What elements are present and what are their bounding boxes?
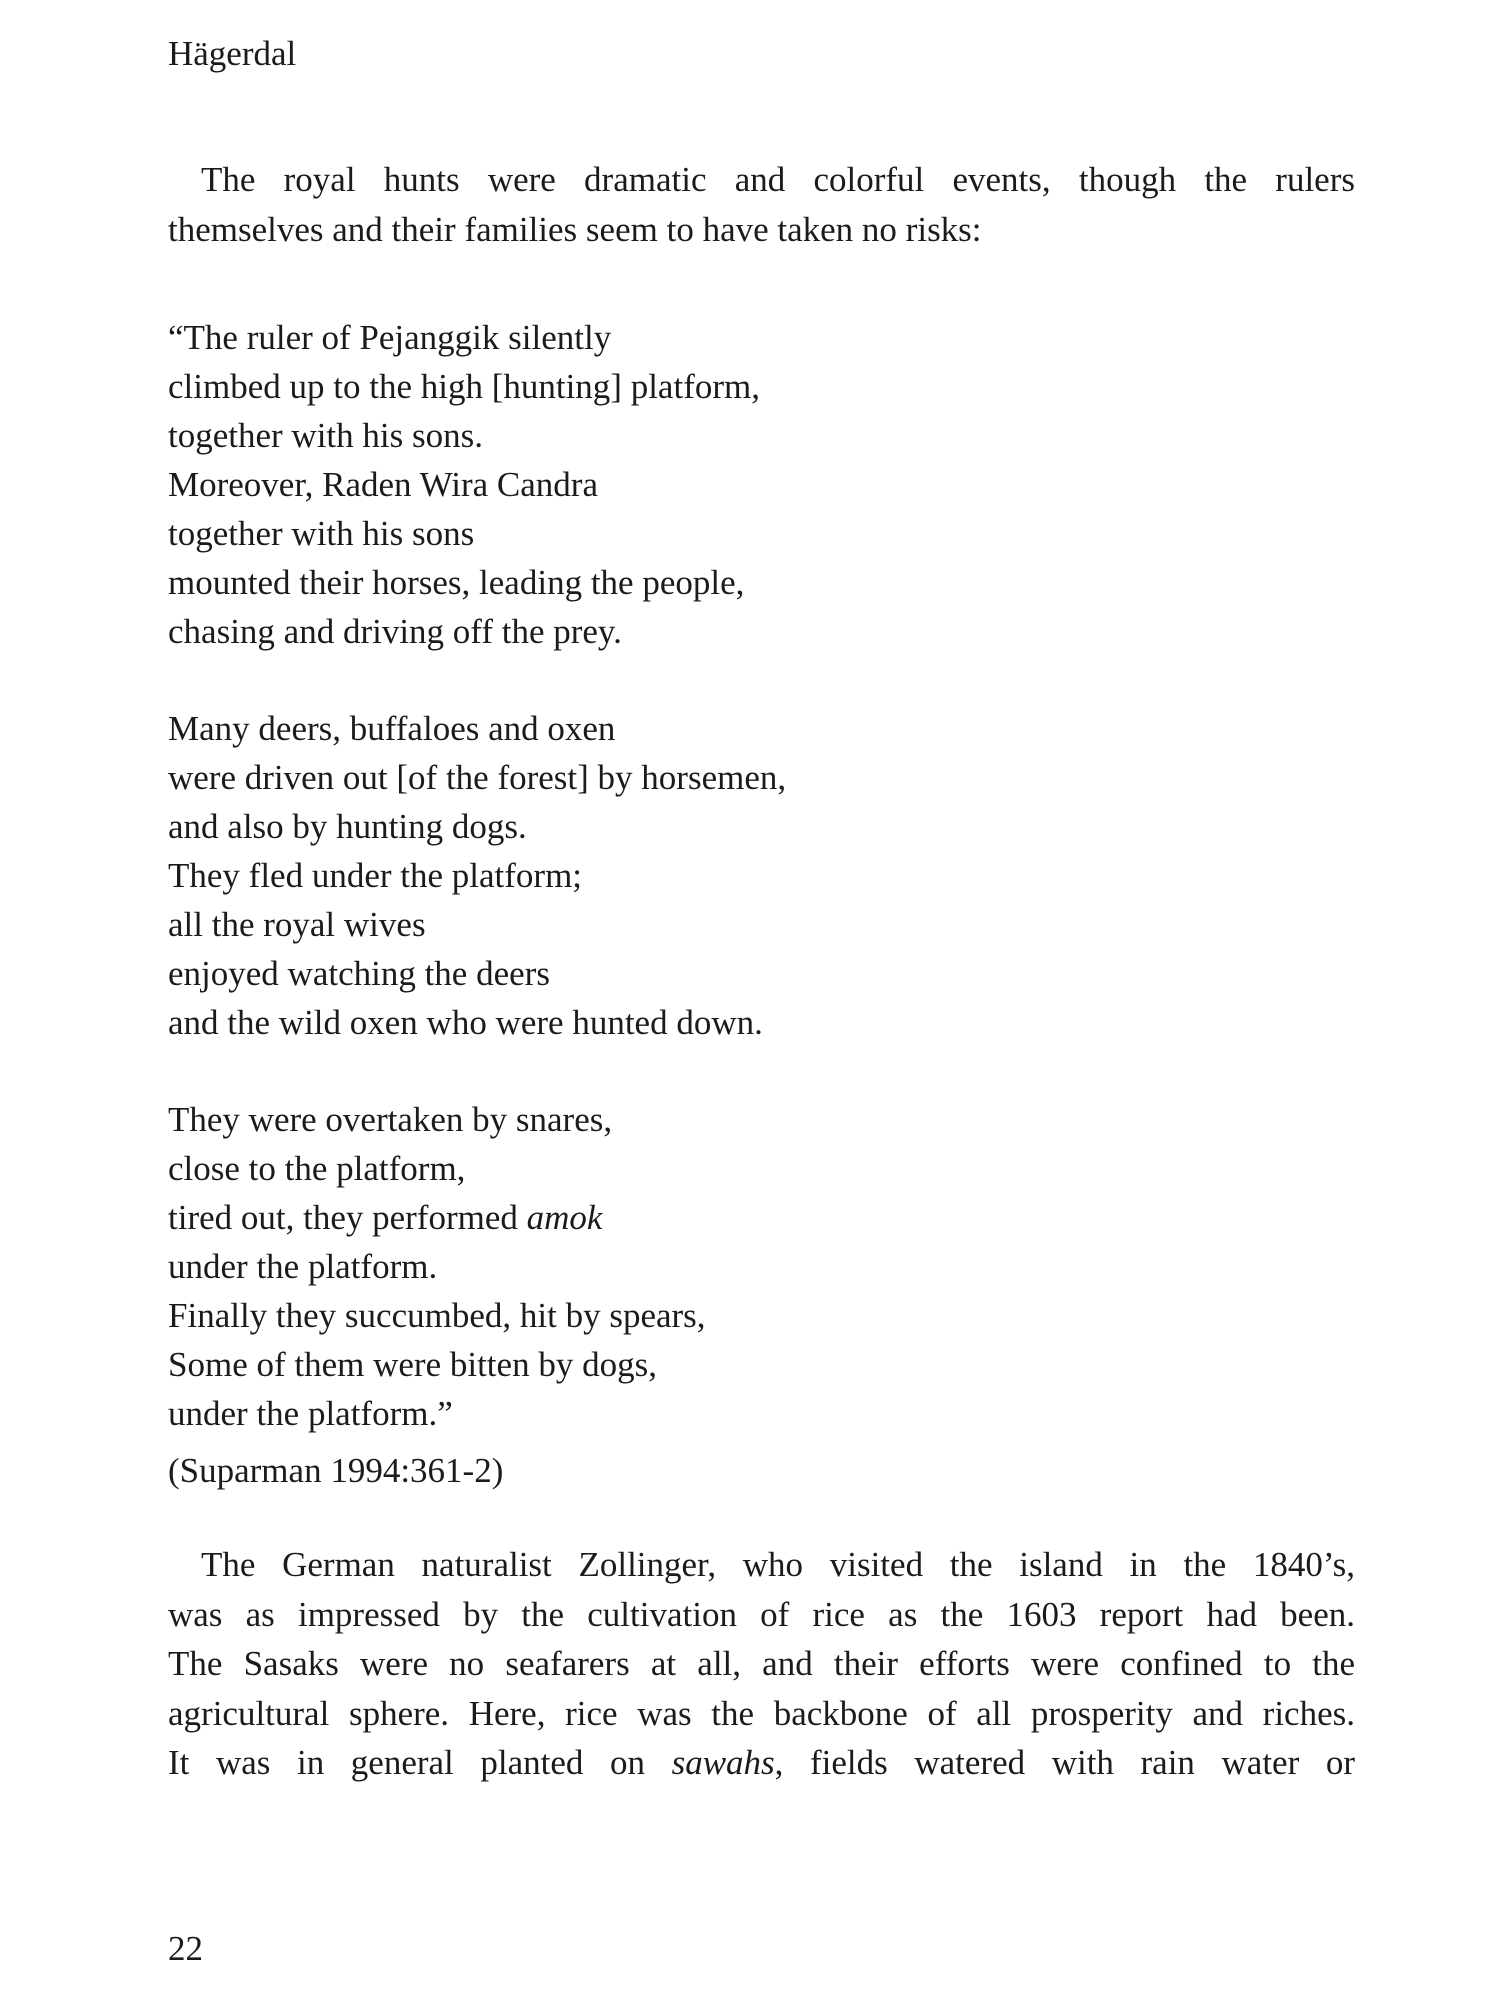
page-number: 22 [168, 1929, 203, 1968]
italic-term-amok: amok [526, 1198, 603, 1237]
paragraph-text: It was in general planted on [168, 1743, 672, 1782]
verse-line: They fled under the platform; [168, 856, 583, 895]
paragraph-line: was as impressed by the cultivation of rice as the 1603 report had been. [168, 1594, 1355, 1634]
verse-line: mounted their horses, leading the people, [168, 563, 745, 602]
running-head: Hägerdal [168, 34, 297, 73]
paragraph-line: The royal hunts were dramatic and colorful events, though the rulers [201, 160, 1355, 199]
zollinger-paragraph [168, 1540, 1355, 1788]
verse-line: close to the platform, [168, 1149, 466, 1188]
paragraph-line: agricultural sphere. Here, rice was the backbone of all prosperity and riches. [168, 1693, 1355, 1733]
verse-line: Moreover, Raden Wira Candra [168, 465, 598, 504]
verse-line: chasing and driving off the prey. [168, 612, 622, 651]
verse-line: Some of them were bitten by dogs, [168, 1345, 657, 1384]
verse-line: enjoyed watching the deers [168, 954, 550, 993]
paragraph-line: The Sasaks were no seafarers at all, and their efforts were confined to the [168, 1644, 1355, 1683]
paragraph-text: , fields watered with rain water or [774, 1743, 1355, 1782]
verse-line: were driven out [of the forest] by horsemen, [168, 758, 787, 797]
verse-line: under the platform.” [168, 1394, 453, 1433]
poem-stanza-2 [168, 704, 1068, 1047]
poem-stanza-3 [168, 1095, 1068, 1438]
verse-line: climbed up to the high [hunting] platform, [168, 367, 760, 406]
verse-line: “The ruler of Pejanggik silently [168, 318, 612, 357]
poem-citation: (Suparman 1994:361-2) [168, 1451, 504, 1490]
verse-line: under the platform. [168, 1247, 438, 1286]
verse-line [168, 1193, 1068, 1242]
italic-term-sawahs: sawahs [671, 1743, 775, 1782]
verse-line: Finally they succumbed, hit by spears, [168, 1296, 706, 1335]
verse-line: and also by hunting dogs. [168, 807, 527, 846]
paragraph-line: themselves and their families seem to have taken no risks: [168, 209, 982, 249]
verse-line: They were overtaken by snares, [168, 1100, 613, 1139]
intro-paragraph [168, 155, 1355, 254]
verse-text: tired out, they performed [168, 1198, 527, 1237]
verse-line: and the wild oxen who were hunted down. [168, 1003, 763, 1042]
verse-line: together with his sons [168, 514, 475, 553]
paragraph-line: The German naturalist Zollinger, who visited the island in the 1840’s, [201, 1545, 1355, 1584]
poem-stanza-1 [168, 313, 1068, 656]
verse-line: all the royal wives [168, 905, 426, 944]
verse-line: Many deers, buffaloes and oxen [168, 709, 616, 748]
verse-line: together with his sons. [168, 416, 483, 455]
paragraph-line [168, 1738, 1355, 1788]
